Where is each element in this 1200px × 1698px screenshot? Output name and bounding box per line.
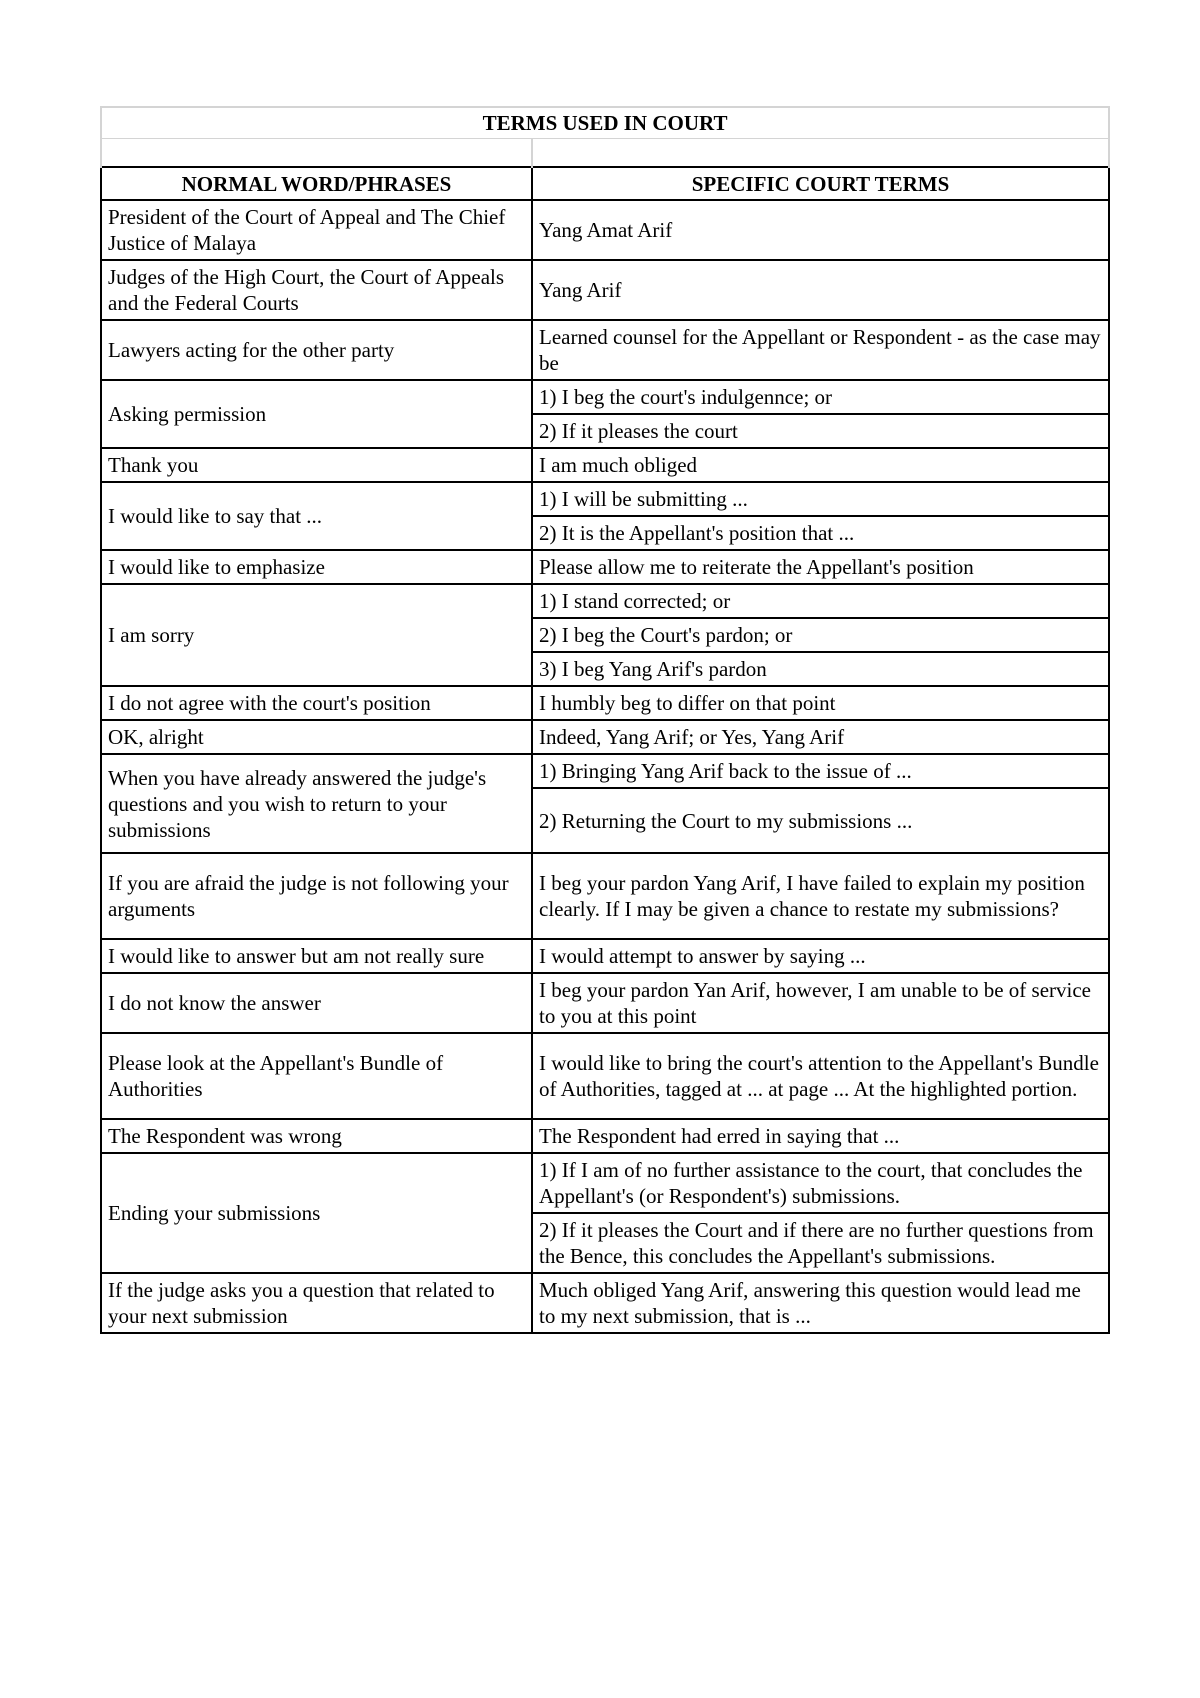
court-term-cell: I am much obliged [532,448,1109,482]
court-term-cell: I beg your pardon Yang Arif, I have failed to explain my position clearly. If I may be given a chance to restate my submissions? [532,853,1109,939]
table-row [101,973,1109,1033]
normal-phrase-cell: I am sorry [101,584,532,686]
table-row [101,584,1109,618]
court-term-cell: 1) If I am of no further assistance to the court, that concludes the Appellant's (or Respondent's) submissions. [532,1153,1109,1213]
table-row [101,448,1109,482]
table-row [101,1153,1109,1213]
normal-phrase-cell: I would like to emphasize [101,550,532,584]
terms-table [100,106,1110,1334]
table-row [101,1119,1109,1153]
court-term-cell: Indeed, Yang Arif; or Yes, Yang Arif [532,720,1109,754]
table-row [101,550,1109,584]
table-row [101,260,1109,320]
court-term-cell: Learned counsel for the Appellant or Respondent - as the case may be [532,320,1109,380]
normal-phrase-cell: Judges of the High Court, the Court of Appeals and the Federal Courts [101,260,532,320]
table-row [101,320,1109,380]
court-term-cell: 1) I will be submitting ... [532,482,1109,516]
court-term-cell: 1) Bringing Yang Arif back to the issue of ... [532,754,1109,788]
normal-phrase-cell: I would like to answer but am not really sure [101,939,532,973]
table-row [101,939,1109,973]
normal-phrase-cell: I do not know the answer [101,973,532,1033]
table-row [101,720,1109,754]
table-title: TERMS USED IN COURT [101,107,1109,139]
court-term-cell: I beg your pardon Yan Arif, however, I am unable to be of service to you at this point [532,973,1109,1033]
court-term-cell: 2) Returning the Court to my submissions ... [532,788,1109,853]
table-row [101,1273,1109,1333]
court-term-cell: 2) If it pleases the court [532,414,1109,448]
court-term-cell: I would attempt to answer by saying ... [532,939,1109,973]
document-page [100,106,1108,1334]
normal-phrase-cell: President of the Court of Appeal and The Chief Justice of Malaya [101,200,532,260]
normal-phrase-cell: OK, alright [101,720,532,754]
court-term-cell: The Respondent had erred in saying that ... [532,1119,1109,1153]
header-court-terms: SPECIFIC COURT TERMS [532,167,1109,200]
normal-phrase-cell: If the judge asks you a question that related to your next submission [101,1273,532,1333]
normal-phrase-cell: Thank you [101,448,532,482]
table-row [101,1033,1109,1119]
spacer-row [101,139,1109,168]
title-row [101,107,1109,139]
header-normal-phrases: NORMAL WORD/PHRASES [101,167,532,200]
court-term-cell: Yang Amat Arif [532,200,1109,260]
normal-phrase-cell: I do not agree with the court's position [101,686,532,720]
normal-phrase-cell: When you have already answered the judge's questions and you wish to return to your submissions [101,754,532,853]
court-term-cell: 3) I beg Yang Arif's pardon [532,652,1109,686]
normal-phrase-cell: Please look at the Appellant's Bundle of Authorities [101,1033,532,1119]
table-row [101,200,1109,260]
court-term-cell: 2) It is the Appellant's position that ... [532,516,1109,550]
court-term-cell: 2) If it pleases the Court and if there are no further questions from the Bence, this concludes the Appellant's submissions. [532,1213,1109,1273]
table-row [101,754,1109,788]
court-term-cell: 1) I stand corrected; or [532,584,1109,618]
table-row [101,686,1109,720]
court-term-cell: Yang Arif [532,260,1109,320]
normal-phrase-cell: I would like to say that ... [101,482,532,550]
court-term-cell: I would like to bring the court's attention to the Appellant's Bundle of Authorities, tagged at ... at page ... At the highlighted portion. [532,1033,1109,1119]
empty-cell [532,139,1109,168]
normal-phrase-cell: Asking permission [101,380,532,448]
court-term-cell: 1) I beg the court's indulgennce; or [532,380,1109,414]
table-row [101,853,1109,939]
court-term-cell: Much obliged Yang Arif, answering this question would lead me to my next submission, that is ... [532,1273,1109,1333]
table-row [101,380,1109,414]
header-row [101,167,1109,200]
empty-cell [101,139,532,168]
court-term-cell: Please allow me to reiterate the Appellant's position [532,550,1109,584]
normal-phrase-cell: Lawyers acting for the other party [101,320,532,380]
normal-phrase-cell: If you are afraid the judge is not following your arguments [101,853,532,939]
normal-phrase-cell: The Respondent was wrong [101,1119,532,1153]
table-row [101,482,1109,516]
court-term-cell: I humbly beg to differ on that point [532,686,1109,720]
normal-phrase-cell: Ending your submissions [101,1153,532,1273]
court-term-cell: 2) I beg the Court's pardon; or [532,618,1109,652]
